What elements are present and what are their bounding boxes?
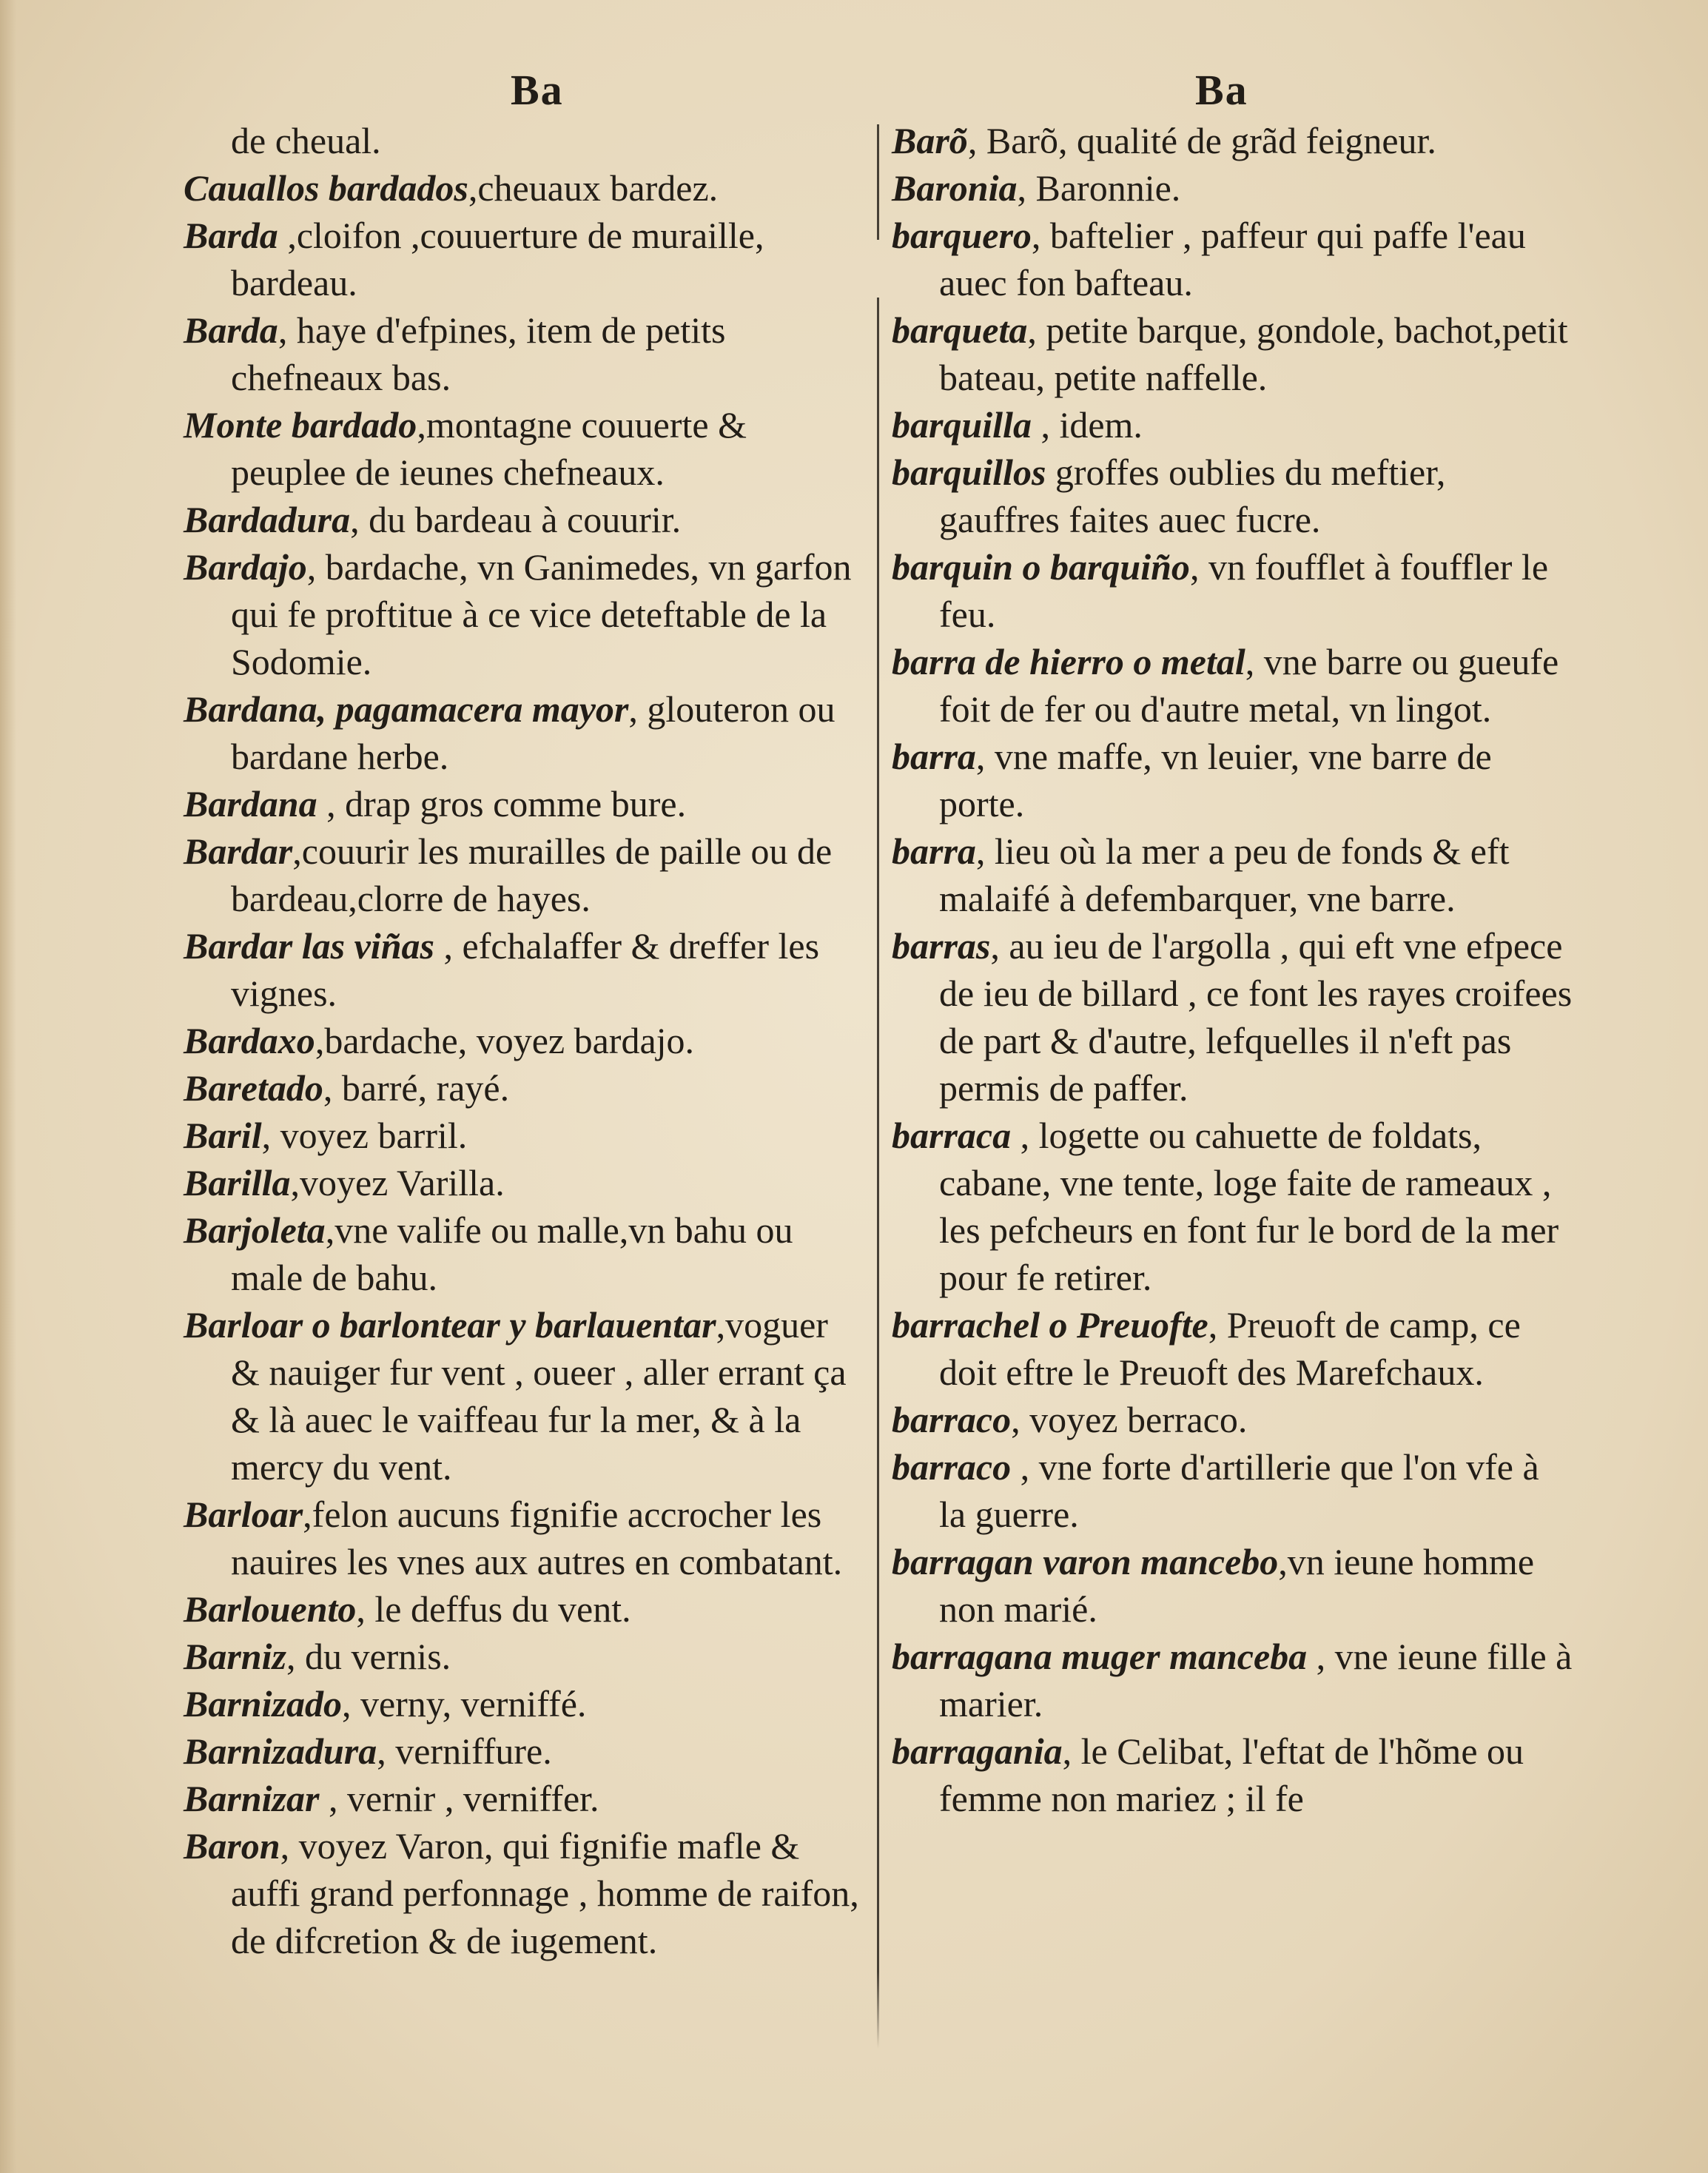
entry-definition: , baftelier , paffeur qui paffe l'eau auec fon bafteau. (939, 215, 1526, 303)
entry-definition: , bardache, vn Ganimedes, vn garfon qui fe proftitue à ce vice deteftable de la Sodomie. (231, 546, 852, 682)
entry-headword: Barnizadura (184, 1730, 377, 1772)
dictionary-entry (184, 1585, 864, 1633)
dictionary-entry (184, 543, 864, 685)
dictionary-entry (184, 306, 864, 401)
dictionary-entry (184, 164, 864, 212)
entry-definition: groffes oublies du meftier, gauffres faites auec fucre. (939, 451, 1446, 540)
entry-headword: Barnizar (184, 1778, 320, 1819)
entry-headword: Bardana, pagamacera mayor (184, 688, 629, 730)
entry-definition: , verny, verniffé. (341, 1683, 587, 1724)
dictionary-entry (184, 1301, 864, 1491)
entry-definition: , haye d'efpines, item de petits chefneaux bas. (231, 309, 726, 398)
entry-headword: barra (892, 830, 976, 872)
dictionary-entry (892, 1112, 1573, 1301)
entry-definition: , efchalaffer & dreffer les vignes. (231, 925, 820, 1014)
entry-definition: , le deffus du vent. (356, 1588, 631, 1630)
dictionary-entry (184, 1822, 864, 1964)
entry-headword: barquilla (892, 404, 1032, 446)
entry-headword: barrachel o Preuofte (892, 1304, 1208, 1346)
entry-definition: ,cloifon ,couuerture de muraille, bardeau. (231, 215, 764, 303)
dictionary-entry (184, 1206, 864, 1301)
dictionary-entry (184, 1159, 864, 1206)
entry-definition: ,voguer & nauiger fur vent , oueer , aller errant ça & là auec le vaiffeau fur la mer, & à la mercy du vent. (231, 1304, 847, 1488)
entry-headword: Barloar o barlontear y barlauentar (184, 1304, 716, 1346)
entry-definition: , verniffure. (377, 1730, 552, 1772)
entry-definition: , lieu où la mer a peu de fonds & eft malaifé à defembarquer, vne barre. (939, 830, 1510, 919)
right-column (892, 117, 1573, 1822)
entry-definition: , du bardeau à couurir. (350, 499, 682, 540)
entry-definition: , Barõ, qualité de grãd feigneur. (967, 120, 1436, 161)
entry-definition: ,cheuaux bardez. (468, 167, 719, 209)
entry-definition: , vne ieune fille à marier. (939, 1636, 1573, 1724)
entry-definition: ,vn ieune homme non marié. (939, 1541, 1535, 1630)
entry-definition: , logette ou cahuette de foldats, cabane, vne tente, loge faite de rameaux , les pefcheurs en font fur le bord de la mer pour fe retirer. (939, 1115, 1559, 1298)
entry-definition: ,felon aucuns fignifie accrocher les nauires les vnes aux autres en combatant. (231, 1494, 843, 1582)
entry-headword: Monte bardado (184, 404, 417, 446)
dictionary-entry (184, 117, 864, 164)
dictionary-entry (184, 780, 864, 827)
dictionary-entry (184, 401, 864, 496)
entry-headword: barraco (892, 1446, 1012, 1488)
entry-headword: barraco (892, 1399, 1012, 1440)
entry-definition: ,vne valife ou malle,vn bahu ou male de bahu. (231, 1209, 793, 1298)
dictionary-entry (184, 212, 864, 306)
entry-definition: , vernir , verniffer. (319, 1778, 599, 1819)
entry-headword: barqueta (892, 309, 1028, 351)
entry-definition: ,couurir les murailles de paille ou de bardeau,clorre de hayes. (231, 830, 833, 919)
running-head-left: Ba (511, 66, 564, 114)
column-divider-rule (877, 124, 879, 2049)
entry-definition: , voyez barril. (261, 1115, 468, 1156)
entry-headword: barragania (892, 1730, 1063, 1772)
dictionary-entry (184, 1633, 864, 1680)
entry-headword: barraca (892, 1115, 1012, 1156)
entry-definition: ,montagne couuerte & peuplee de ieunes chefneaux. (231, 404, 747, 493)
dictionary-entry (892, 733, 1573, 827)
entry-headword: Baretado (184, 1067, 323, 1109)
dictionary-entry (184, 922, 864, 1017)
dictionary-entry (892, 543, 1573, 638)
entry-headword: Baron (184, 1825, 280, 1867)
dictionary-entry (892, 638, 1573, 733)
entry-definition: , vne barre ou gueufe foit de fer ou d'autre metal, vn lingot. (939, 641, 1559, 730)
dictionary-entry (892, 401, 1573, 449)
running-head-right: Ba (1195, 66, 1248, 114)
entry-definition: , vne forte d'artillerie que l'on vfe à la guerre. (939, 1446, 1539, 1535)
entry-headword: Barda (184, 215, 278, 256)
entry-headword: Bardana (184, 783, 317, 824)
dictionary-entry (892, 827, 1573, 922)
entry-definition: , vn foufflet à fouffler le feu. (939, 546, 1549, 635)
entry-definition: , petite barque, gondole, bachot,petit bateau, petite naffelle. (939, 309, 1568, 398)
dictionary-entry (892, 1396, 1573, 1443)
entry-headword: Barõ (892, 120, 968, 161)
dictionary-entry (184, 1680, 864, 1727)
entry-headword: Barda (184, 309, 278, 351)
entry-definition: ,voyez Varilla. (290, 1162, 505, 1203)
entry-headword: barquero (892, 215, 1032, 256)
dictionary-entry (892, 117, 1573, 164)
entry-headword: Barniz (184, 1636, 286, 1677)
entry-headword: Barjoleta (184, 1209, 326, 1251)
dictionary-entry (184, 685, 864, 780)
dictionary-entry (892, 306, 1573, 401)
entry-headword: barragana muger manceba (892, 1636, 1308, 1677)
entry-definition: , drap gros comme bure. (317, 783, 687, 824)
dictionary-entry (184, 1491, 864, 1585)
entry-definition: , barré, rayé. (323, 1067, 510, 1109)
entry-definition: , Baronnie. (1017, 167, 1181, 209)
dictionary-entry (892, 1727, 1573, 1822)
entry-definition: , du vernis. (286, 1636, 451, 1677)
entry-definition: , glouteron ou bardane herbe. (231, 688, 835, 777)
entry-headword: Barnizado (184, 1683, 342, 1724)
dictionary-entry (184, 1727, 864, 1775)
entry-headword: Bardar (184, 830, 293, 872)
entry-definition: , Preuoft de camp, ce doit eftre le Preuoft des Marefchaux. (939, 1304, 1521, 1393)
dictionary-entry (184, 496, 864, 543)
entry-definition: , le Celibat, l'eftat de l'hõme ou femme non mariez ; il fe (939, 1730, 1524, 1819)
entry-headword: barquin o barquiño (892, 546, 1190, 588)
dictionary-entry (184, 1112, 864, 1159)
entry-headword: Bardadura (184, 499, 351, 540)
dictionary-entry (892, 1443, 1573, 1538)
dictionary-entry (892, 1301, 1573, 1396)
entry-headword: Baronia (892, 167, 1018, 209)
entry-headword: Baril (184, 1115, 262, 1156)
entry-definition: , voyez berraco. (1011, 1399, 1248, 1440)
entry-headword: Bardajo (184, 546, 307, 588)
left-column (184, 117, 864, 1964)
entry-headword: barra de hierro o metal (892, 641, 1245, 682)
dictionary-entry (184, 1775, 864, 1822)
entry-headword: Bardaxo (184, 1020, 315, 1061)
entry-definition: , vne maffe, vn leuier, vne barre de porte. (939, 736, 1492, 824)
dictionary-entry (892, 1538, 1573, 1633)
page-gutter-shadow (0, 0, 16, 2173)
entry-definition: , au ieu de l'argolla , qui eft vne efpece de ieu de billard , ce font les rayes croifees de part & d'autre, lefquelles il n'eft pas permis de paffer. (939, 925, 1573, 1109)
entry-definition: , voyez Varon, qui fignifie mafle & auffi grand perfonnage , homme de raifon, de difcretion & de iugement. (231, 1825, 859, 1961)
entry-headword: Barloar (184, 1494, 303, 1535)
entry-definition: de cheual. (231, 120, 381, 161)
dictionary-entry (184, 1064, 864, 1112)
dictionary-entry (892, 212, 1573, 306)
entry-headword: barquillos (892, 451, 1046, 493)
entry-headword: Cauallos bardados (184, 167, 468, 209)
dictionary-entry (184, 1017, 864, 1064)
dictionary-entry (892, 922, 1573, 1112)
entry-headword: barragan varon mancebo (892, 1541, 1279, 1582)
dictionary-entry (892, 449, 1573, 543)
dictionary-entry (892, 1633, 1573, 1727)
entry-headword: Bardar las viñas (184, 925, 434, 967)
dictionary-entry (184, 827, 864, 922)
entry-definition: ,bardache, voyez bardajo. (315, 1020, 695, 1061)
dictionary-entry (892, 164, 1573, 212)
entry-headword: Barlouento (184, 1588, 357, 1630)
entry-headword: barra (892, 736, 976, 777)
entry-headword: barras (892, 925, 991, 967)
entry-headword: Barilla (184, 1162, 291, 1203)
entry-definition: , idem. (1031, 404, 1143, 446)
